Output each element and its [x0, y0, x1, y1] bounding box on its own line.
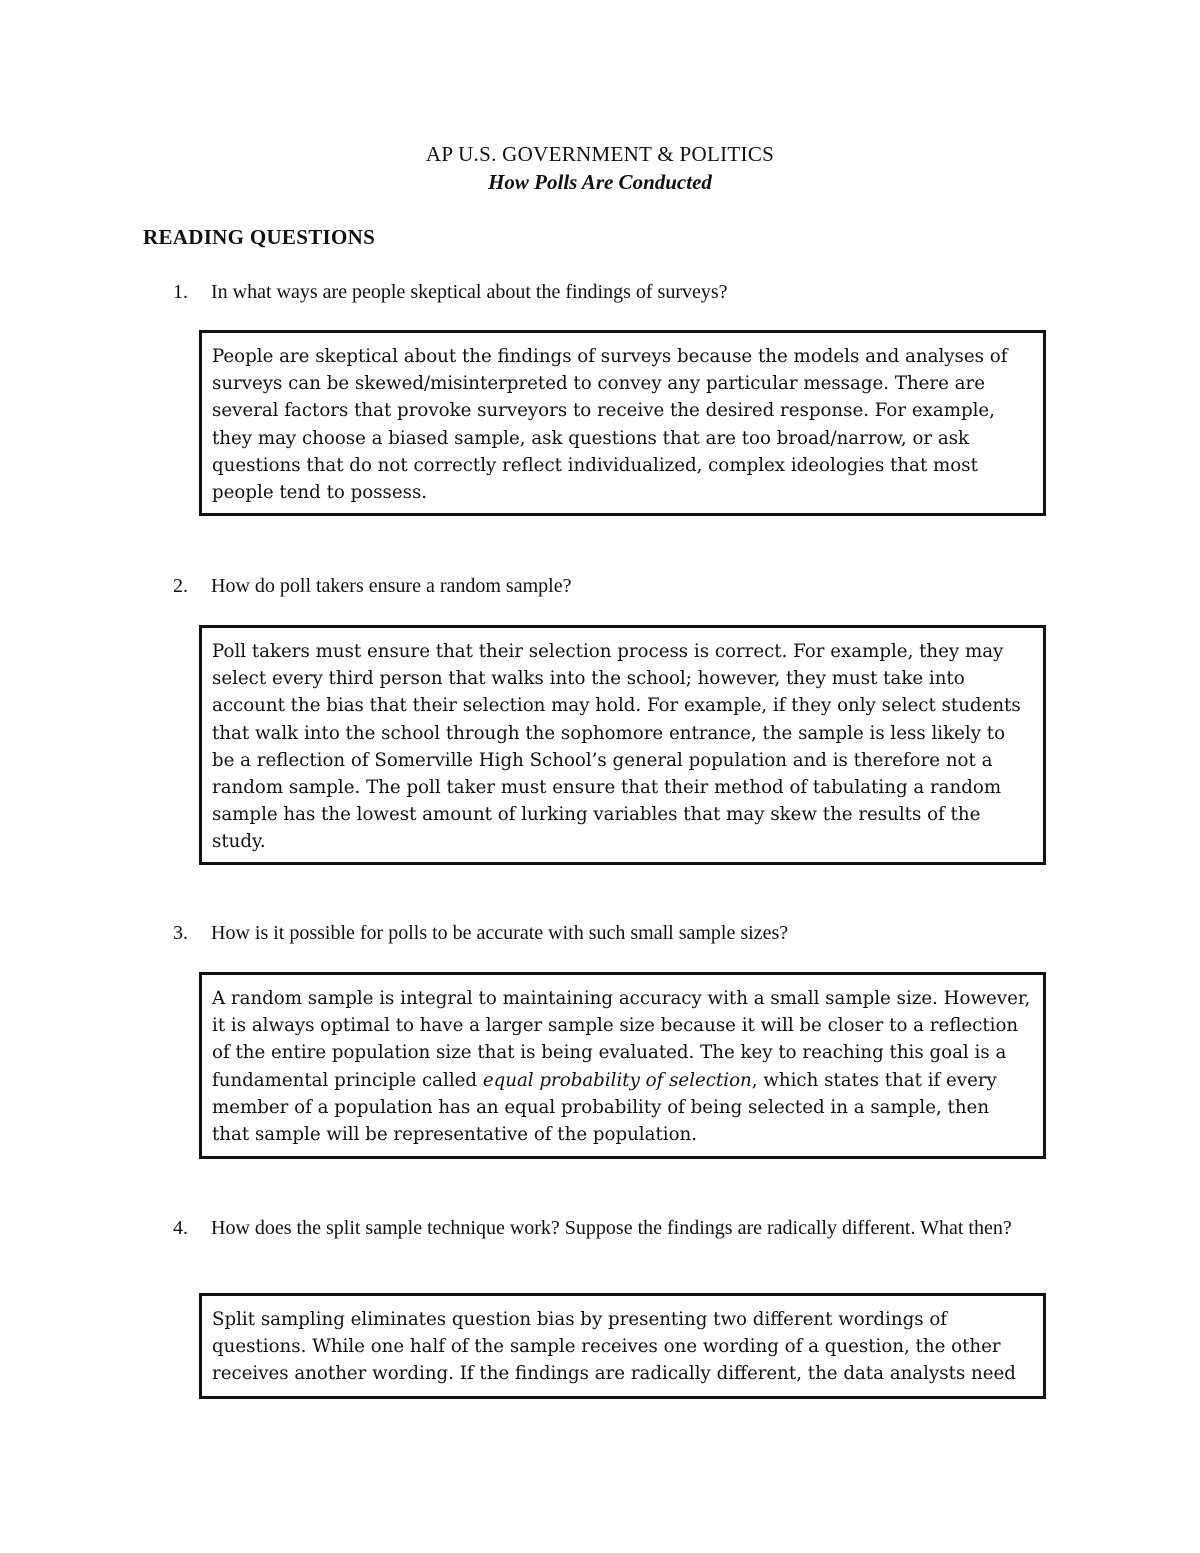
answer-box-4 [199, 1293, 1046, 1399]
answer-text: People are skeptical about the findings of surveys because the models and analyses of surveys can be skewed/misinterpreted to convey any particular message. There are several factors that provoke surveyors to receive the desired response. For example, they may choose a biased sample, ask questions that are too broad/narrow, or ask questions that do not correctly reflect individualized, complex ideologies that most people tend to possess. [212, 346, 1008, 504]
answer-box-3 [199, 972, 1046, 1159]
answer-emphasis-term: equal probability of selection [482, 1069, 752, 1091]
question-text: How do poll takers ensure a random sample? [211, 575, 572, 597]
question-number: 3. [173, 922, 188, 944]
question-text: How does the split sample technique work? Suppose the findings are radically different. What then? [211, 1217, 1012, 1239]
document-title: AP U.S. GOVERNMENT & POLITICS [425, 142, 775, 166]
section-heading: READING QUESTIONS [143, 225, 376, 249]
answer-text-after: , which states that if every member of a population has an equal probability of being selected in a sample, then that sample will be representative of the population. [212, 1069, 997, 1146]
question-3 [173, 920, 1073, 947]
question-4 [173, 1215, 1073, 1242]
question-2 [173, 573, 1073, 600]
answer-text: Poll takers must ensure that their selection process is correct. For example, they may select every third person that walks into the school; however, they must take into account the bias that their selection may hold. For example, if they only select students that walk into the school through the sophomore entrance, the sample is less likely to be a reflection of Somerville High School’s general population and is therefore not a random sample. The poll taker must ensure that their method of tabulating a random sample has the lowest amount of lurking variables that may skew the results of the study. [212, 641, 1021, 853]
answer-box-2 [199, 625, 1046, 865]
question-number: 4. [173, 1217, 188, 1239]
answer-box-1 [199, 330, 1046, 516]
answer-text: Split sampling eliminates question bias by presenting two different wordings of questions. While one half of the sample receives one wording of a question, the other receives another wording. If the findings are radically different, the data analysts need [212, 1309, 1016, 1385]
question-number: 2. [173, 575, 188, 597]
document-subtitle: How Polls Are Conducted [488, 170, 712, 194]
question-text: How is it possible for polls to be accurate with such small sample sizes? [211, 922, 789, 944]
question-number: 1. [173, 281, 188, 303]
question-text: In what ways are people skeptical about the findings of surveys? [211, 281, 728, 303]
question-1 [173, 279, 1073, 306]
answer-text-before: A random sample is integral to maintaining accuracy with a small sample size. However, it is always optimal to have a larger sample size because it will be closer to a reflection of the entire population size that is being evaluated. The key to reaching this goal is a fundamental principle called [212, 988, 1031, 1091]
